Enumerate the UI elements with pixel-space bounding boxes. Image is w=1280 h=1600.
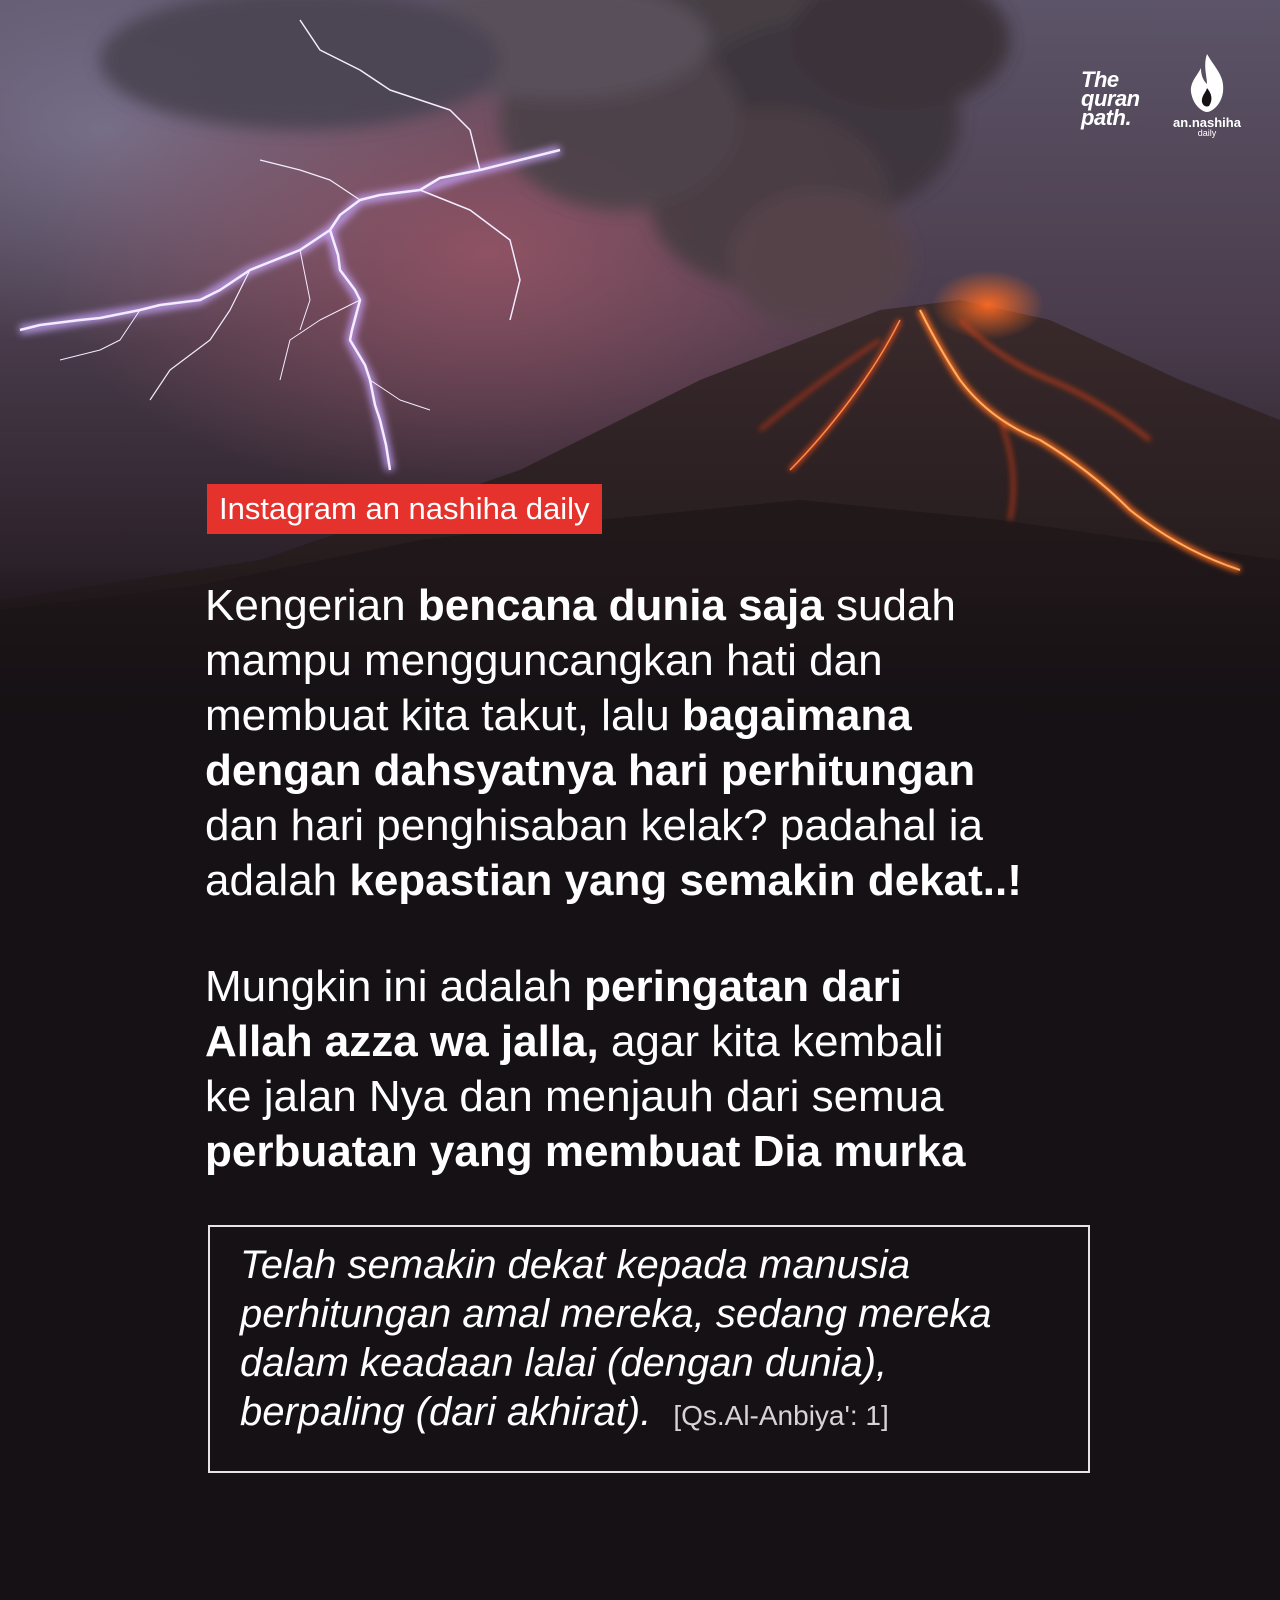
paragraph-reminder	[205, 578, 1105, 908]
text-line: membuat kita takut, lalu bagaimana	[205, 691, 912, 740]
text-line: adalah kepastian yang semakin dekat..!	[205, 856, 1022, 905]
text-line: dengan dahsyatnya hari perhitungan	[205, 746, 976, 795]
text-line: Allah azza wa jalla, agar kita kembali	[205, 1017, 944, 1066]
text-line: Kengerian bencana dunia saja sudah	[205, 581, 956, 630]
text-line: ke jalan Nya dan menjauh dari semua	[205, 1072, 944, 1121]
instagram-tag: Instagram an nashiha daily	[207, 484, 602, 534]
quote-text: Telah semakin dekat kepada manusia perhitungan amal mereka, sedang mereka dalam keadaan lalai (dengan dunia), berpaling (dari akhirat). [Qs.Al-Anbiya': 1]	[240, 1243, 992, 1434]
text-line: dan hari penghisaban kelak? padahal ia	[205, 801, 983, 850]
nashiha-logo-text: an.nashiha daily	[1173, 115, 1241, 138]
text-line: perbuatan yang membuat Dia murka	[205, 1127, 966, 1176]
quranpath-logo: The quran path.	[1081, 67, 1140, 130]
quote-reference: [Qs.Al-Anbiya': 1]	[673, 1400, 889, 1431]
quran-quote-box	[208, 1225, 1090, 1473]
text-line: Mungkin ini adalah peringatan dari	[205, 962, 902, 1011]
paragraph-warning	[205, 959, 1105, 1179]
text-line: mampu mengguncangkan hati dan	[205, 636, 883, 685]
brand-logos	[1081, 52, 1246, 147]
flame-logo-icon	[1185, 52, 1229, 114]
